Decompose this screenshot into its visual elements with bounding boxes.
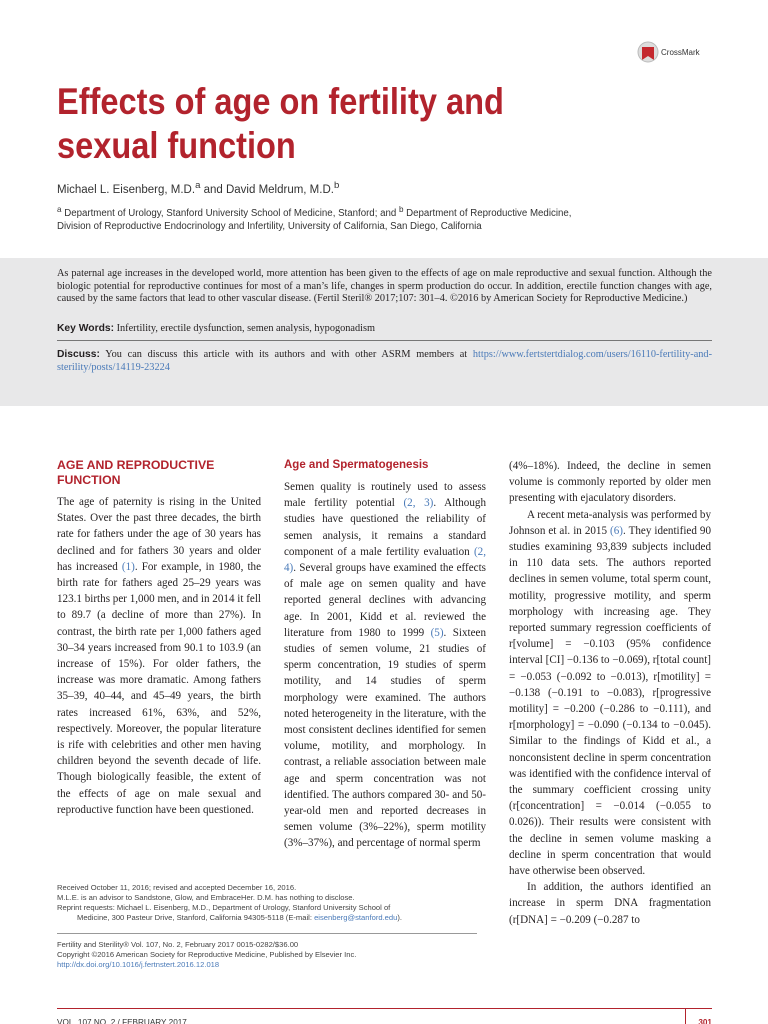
page-footer — [57, 1018, 712, 1024]
crossmark-badge[interactable] — [637, 40, 700, 64]
column-1 — [57, 458, 261, 818]
divider — [57, 340, 712, 341]
author-name: and David Meldrum, M.D. — [200, 183, 334, 196]
text: Semen quality is routinely used to assess male fertility potential — [284, 481, 486, 510]
footnotes — [57, 883, 477, 923]
affil-marker: a — [195, 180, 201, 191]
citation-link[interactable]: (2, 3) — [403, 497, 434, 510]
discuss-note — [57, 348, 712, 374]
discuss-label: Discuss: — [57, 349, 100, 360]
keywords-list: Infertility, erectile dysfunction, semen analysis, hypogonadism — [114, 323, 376, 334]
reprint-requests: Reprint requests: Michael L. Eisenberg, M.D., Department of Urology, Stanford University School of — [57, 903, 391, 912]
paragraph: (4%–18%). Indeed, the decline in semen volume is commonly reported by older men presenting with ejaculatory disorders. — [509, 460, 711, 505]
journal-citation: Fertility and Sterility® Vol. 107, No. 2, February 2017 0015-0282/$36.00 — [57, 940, 299, 949]
footer-rule — [57, 1008, 712, 1009]
discuss-text: You can discuss this article with its authors and with other ASRM members at — [99, 349, 473, 360]
text: . Several groups have examined the effects of male age on semen quality and have reported general declines with advancing age. In 2001, Kidd et al. reviewed the literature from 1980 to 1999 — [284, 562, 486, 639]
affiliations — [57, 203, 697, 233]
discuss-link[interactable]: https://www.fertstertdialog.com/users/16110-fertility-and-sterility/posts/14119-23224 — [57, 349, 712, 373]
article-title: Effects of age on fertility and sexual function — [57, 81, 504, 166]
paragraph — [509, 507, 711, 880]
page-number: 301 — [698, 1018, 712, 1024]
keywords-label: Key Words: — [57, 323, 115, 334]
divider — [57, 933, 477, 934]
received-dates: Received October 11, 2016; revised and accepted December 16, 2016. — [57, 883, 297, 892]
email-link[interactable]: eisenberg@stanford.edu — [314, 913, 398, 922]
journal-info — [57, 940, 477, 970]
section-heading: AGE AND REPRODUCTIVE FUNCTION — [57, 458, 215, 487]
affil-marker: a — [57, 205, 62, 214]
affil-marker: b — [398, 205, 404, 214]
reprint-address — [57, 913, 477, 923]
column-2 — [284, 458, 486, 852]
citation-link[interactable]: (6) — [610, 524, 623, 537]
author-name: Michael L. Eisenberg, M.D. — [57, 183, 196, 196]
citation-link[interactable]: (5) — [430, 626, 444, 639]
paragraph — [284, 479, 486, 852]
paragraph — [57, 494, 261, 818]
citation-link[interactable]: (1) — [121, 560, 135, 573]
text: The age of paternity is rising in the United States. Over the past three decades, the birth rate for fathers under the age of 30 years has declined and for fathers 30 years and older has increased — [57, 496, 261, 573]
affil-text: Department of Urology, Stanford University School of Medicine, Stanford; and — [61, 208, 399, 220]
affil-marker: b — [333, 180, 340, 191]
crossmark-icon — [637, 40, 659, 64]
citation-link[interactable]: (2, 4) — [284, 545, 486, 575]
text: . They identified 90 studies examining 93,839 subjects included in 110 data sets. The authors reported declines in semen volume, total sperm count, motility, progressive motility, and sperm morphology with increasing age. They reported summary regression coefficients of r[volume] = −0.103 (95% confidence interval [CI] −0.136 to −0.069), r[total count] = −0.053 (−0.092 to −0.013), r[motility] = −0.138 (−0.191 to −0.083), r[progressive motility] = −0.200 (−0.286 to −0.111), and r[morphology] = −0.090 (−0.134 to −0.045). Similar to the findings of Kidd et al., a nonconsistent decline in sperm concentration was identified with the confidence interval of the summary coefficient crossing unity (r[concentration] = −0.014 (−0.055 to 0.026)). Their results were consistent with the decline in semen volume masking a decline in sperm concentration that would have otherwise been observed. — [509, 524, 711, 878]
keywords — [57, 323, 712, 336]
affil-text: Department of Reproductive Medicine, — [403, 208, 572, 220]
text: . Although studies have questioned the reliability of semen analysis, it remains a standard component of a male fertility evaluation — [284, 497, 486, 558]
disclosure: M.L.E. is an advisor to Sandstone, Glow, and EmbraceHer. D.M. has nothing to disclose. — [57, 893, 355, 902]
copyright: Copyright ©2016 American Society for Reproductive Medicine, Published by Elsevier Inc. — [57, 950, 357, 959]
issue-info: VOL. 107 NO. 2 / FEBRUARY 2017 — [57, 1018, 187, 1024]
column-3 — [509, 458, 711, 928]
text: Medicine, 300 Pasteur Drive, Stanford, California 94305-5118 (E-mail: — [77, 913, 315, 922]
author-line — [57, 180, 339, 196]
crossmark-label: CrossMark — [661, 47, 700, 57]
text: . For example, in 1980, the birth rate for fathers aged 25–29 years was 123.1 births per 1,000 men, and in 2014 it fell to 89.7 (a decline of more than 27%). In contrast, the birth rate per 1,000 fathers aged 30–34 years increased from 90.1 to 103.9 (an increase of 15%). For older fathers, the increase was more dramatic. Among fathers 35–39, 40–44, and 45–49 years, the birth rates increased 61%, 63%, and 52%, respectively. Moreover, the popular literature is rife with celebrities and other men having children beyond the seventh decade of life. Though biologically feasible, the extent of the effects of age on male sexual and reproductive function have been questioned. — [57, 560, 261, 816]
subsection-heading: Age and Spermatogenesis — [284, 459, 429, 471]
text: . Sixteen studies of semen volume, 21 studies of sperm concentration, 19 studies of sperm motility, and 14 studies of sperm morphology were examined. The authors noted heterogeneity in the literature, with the most consistent declines identified for semen volume, motility, and morphology. In contrast, a reliable association between male age and sperm concentration was not identified. The authors compared 30- and 50-year-old men and reported decreases in semen volume (3%–22%), sperm motility (3%–37%), and percentage of normal sperm — [284, 626, 486, 850]
abstract-text: As paternal age increases in the developed world, more attention has been given to the effects of age on male reproductive and sexual function. Although the biologic potential for reproductive continues for most of a man’s life, changes in sperm production do occur. In addition, erectile function changes with age, caused by the same factors that lead to other vascular disease. (Fertil Steril® 2017;107: 301–4. ©2016 by American Society for Reproductive Medicine.) — [57, 268, 712, 304]
doi-link[interactable]: http://dx.doi.org/10.1016/j.fertnstert.2016.12.018 — [57, 960, 220, 969]
paragraph: In addition, the authors identified an increase in sperm DNA fragmentation (r[DNA] = −0.209 (−0.287 to — [509, 881, 711, 926]
affil-text: Division of Reproductive Endocrinology and Infertility, University of California, San Diego, California — [57, 221, 482, 233]
text: ). — [397, 913, 402, 922]
text: A recent meta-analysis was performed by Johnson et al. in 2015 — [509, 508, 711, 537]
